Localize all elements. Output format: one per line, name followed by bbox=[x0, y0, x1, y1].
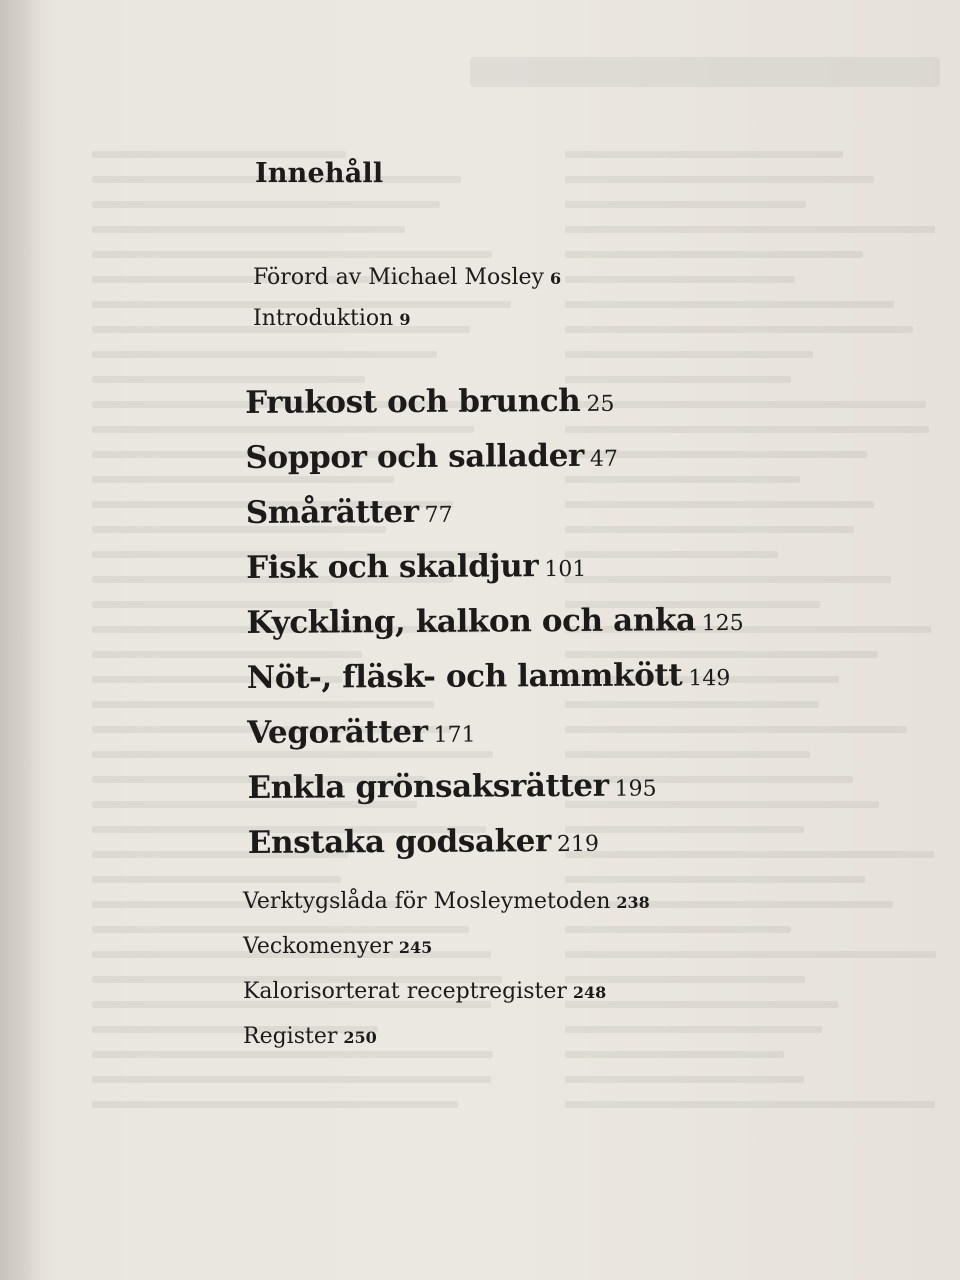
toc-entry-page: 9 bbox=[399, 310, 411, 329]
toc-entry-title: Veckomenyer bbox=[243, 934, 393, 959]
chapter-title: Soppor och sallader bbox=[245, 437, 585, 476]
chapter-page: 171 bbox=[433, 722, 476, 748]
toc-chapter-small-dishes bbox=[246, 485, 744, 543]
chapter-page: 47 bbox=[589, 446, 619, 472]
chapter-page: 125 bbox=[701, 610, 744, 637]
toc-heading: Innehåll bbox=[255, 158, 384, 189]
toc-entry-title: Verktygslåda för Mosleymetoden bbox=[243, 889, 611, 914]
toc-entry-index bbox=[243, 1015, 650, 1060]
chapter-page: 25 bbox=[586, 391, 615, 417]
chapter-page: 149 bbox=[688, 666, 731, 692]
chapter-title: Enkla grönsaksrätter bbox=[247, 767, 609, 806]
toc-entry-introduction bbox=[253, 299, 561, 340]
chapter-page: 195 bbox=[614, 776, 657, 802]
toc-chapter-soups bbox=[245, 430, 743, 488]
toc-entry-title: Introduktion bbox=[253, 306, 394, 331]
chapter-title: Kyckling, kalkon och anka bbox=[246, 602, 696, 641]
chapter-title: Fisk och skaldjur bbox=[246, 548, 539, 586]
toc-entry-toolbox bbox=[243, 880, 650, 925]
toc-entry-page: 248 bbox=[572, 983, 607, 1002]
toc-chapter-treats bbox=[248, 815, 746, 873]
toc-chapter-breakfast bbox=[245, 375, 743, 433]
toc-entry-page: 245 bbox=[398, 938, 433, 957]
toc-chapters bbox=[245, 375, 745, 873]
toc-chapter-vegetables bbox=[247, 760, 745, 818]
chapter-title: Enstaka godsaker bbox=[247, 823, 552, 861]
toc-entry-page: 238 bbox=[616, 893, 650, 912]
toc-back-matter bbox=[243, 880, 650, 1060]
toc-entry-page: 6 bbox=[549, 269, 562, 288]
toc-front-matter bbox=[253, 258, 561, 340]
toc-entry-title: Kalorisorterat receptregister bbox=[243, 979, 567, 1004]
toc-entry-page: 250 bbox=[343, 1028, 377, 1047]
chapter-page: 101 bbox=[544, 556, 587, 583]
toc-chapter-meat bbox=[247, 650, 745, 708]
toc-chapter-vegetarian bbox=[247, 705, 745, 763]
toc-entry-foreword bbox=[253, 258, 561, 299]
toc-entry-title: Register bbox=[243, 1024, 338, 1049]
toc-chapter-poultry bbox=[246, 595, 744, 653]
chapter-title: Frukost och brunch bbox=[245, 382, 581, 421]
chapter-page: 77 bbox=[424, 502, 453, 528]
chapter-title: Smårätter bbox=[245, 493, 419, 531]
toc-chapter-fish bbox=[246, 540, 744, 598]
chapter-page: 219 bbox=[556, 831, 600, 858]
toc-entry-weekly-menus bbox=[243, 925, 650, 970]
chapter-title: Nöt-, fläsk- och lammkött bbox=[246, 657, 683, 696]
toc-entry-calorie-index bbox=[243, 970, 650, 1015]
toc-entry-title: Förord av Michael Mosley bbox=[253, 265, 544, 290]
chapter-title: Vegorätter bbox=[247, 713, 428, 751]
